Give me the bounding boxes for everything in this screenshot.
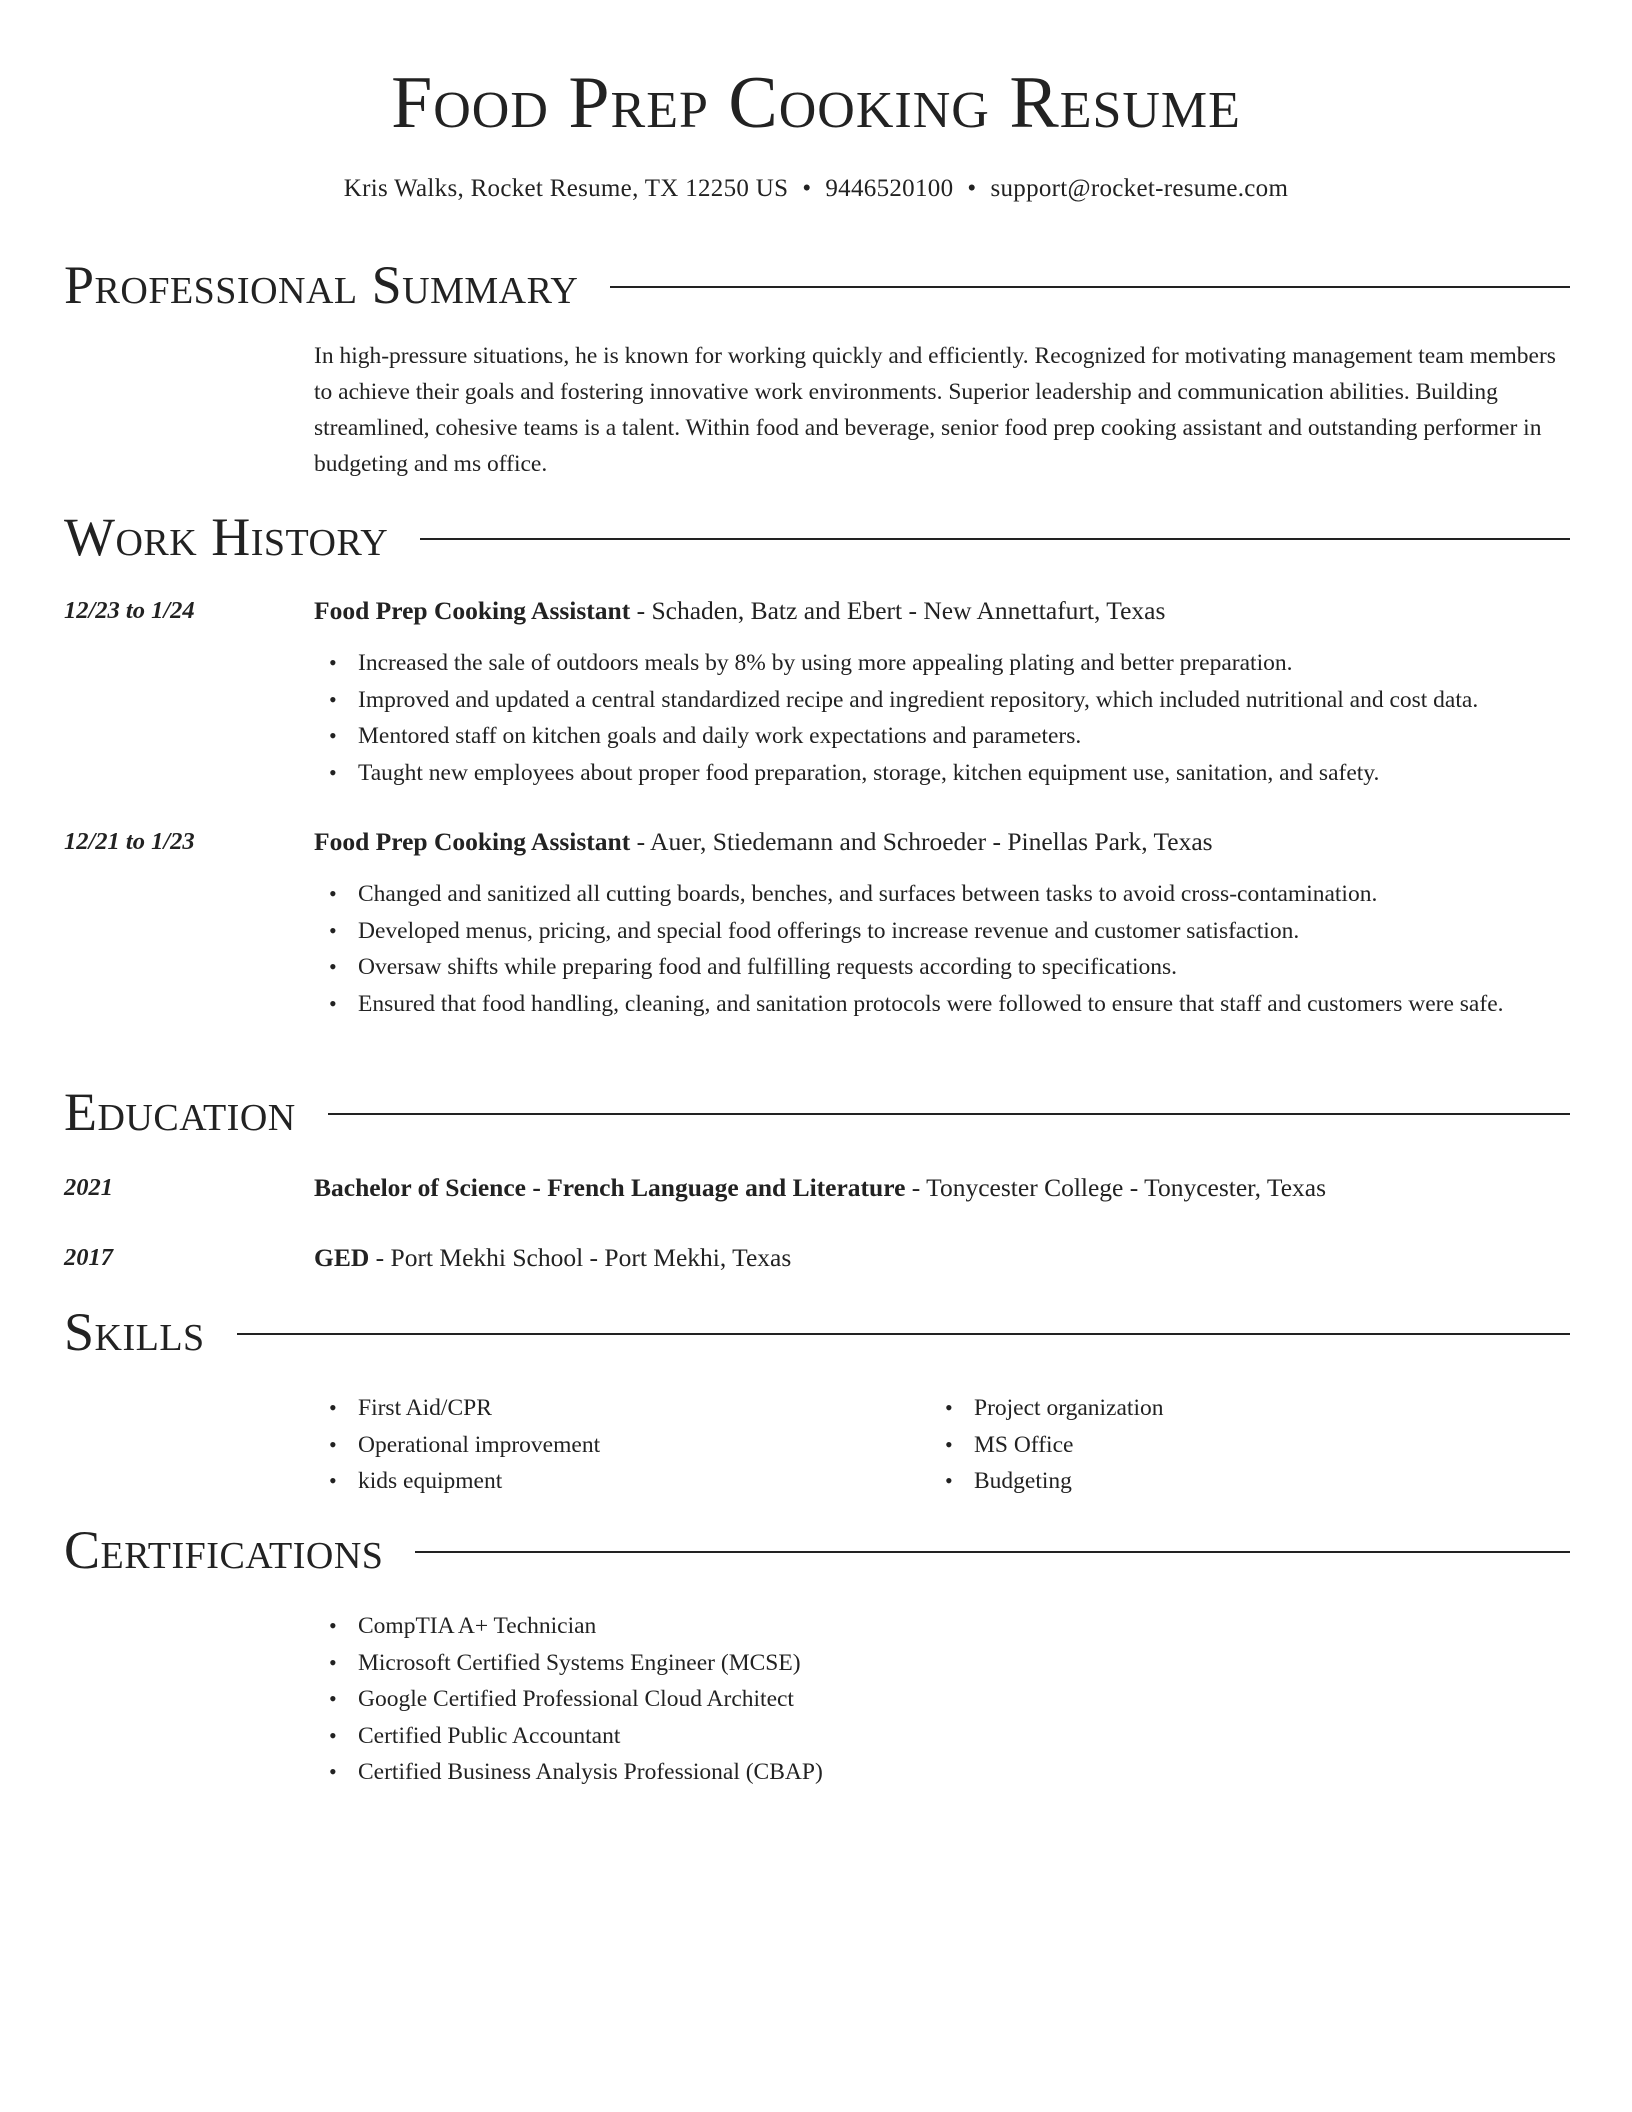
skills-list-left bbox=[314, 1390, 914, 1500]
section-divider bbox=[237, 1333, 1570, 1335]
job-bullet: • Taught new employees about proper food preparation, storage, kitchen equipment use, sanitation, and safety. bbox=[314, 755, 1570, 792]
job-role: Food Prep Cooking Assistant bbox=[314, 827, 631, 856]
certifications-section-header bbox=[64, 1519, 1570, 1581]
skill-item: • MS Office bbox=[930, 1427, 1530, 1464]
job-dates: 12/21 to 1/23 bbox=[64, 828, 195, 855]
section-divider bbox=[415, 1551, 1570, 1553]
job-bullet: • Improved and updated a central standardized recipe and ingredient repository, which included nutritional and cost data. bbox=[314, 682, 1570, 719]
education-degree: Bachelor of Science - French Language and Literature bbox=[314, 1173, 906, 1202]
education-title-line bbox=[314, 1170, 1570, 1206]
certification-item: • Certified Business Analysis Professional (CBAP) bbox=[314, 1754, 1570, 1791]
job-bullet: • Changed and sanitized all cutting boards, benches, and surfaces between tasks to avoid cross-contamination. bbox=[314, 876, 1570, 913]
certifications-heading: Certifications bbox=[64, 1520, 384, 1580]
certification-item: • Google Certified Professional Cloud Architect bbox=[314, 1681, 1570, 1718]
contact-address: Kris Walks, Rocket Resume, TX 12250 US bbox=[343, 175, 789, 202]
certifications-list bbox=[314, 1608, 1570, 1791]
job-bullet-list bbox=[314, 645, 1570, 791]
section-divider bbox=[420, 538, 1570, 540]
skill-item: • kids equipment bbox=[314, 1463, 914, 1500]
skill-item: • Project organization bbox=[930, 1390, 1530, 1427]
job-bullet: • Mentored staff on kitchen goals and daily work expectations and parameters. bbox=[314, 718, 1570, 755]
job-title-line bbox=[314, 824, 1570, 860]
job-dates: 12/23 to 1/24 bbox=[64, 597, 195, 624]
skill-item: • Operational improvement bbox=[314, 1427, 914, 1464]
education-heading: Education bbox=[64, 1082, 296, 1142]
summary-text: In high-pressure situations, he is known for working quickly and efficiently. Recognized for motivating management team members to achieve their goals and fostering innovative work environments. Superior leadership and communication abilities. Building streamlined, cohesive teams is a talent. Within food and beverage, senior food prep cooking assistant and outstanding performer in budgeting and ms office. bbox=[314, 343, 1556, 477]
skills-heading: Skills bbox=[64, 1302, 205, 1362]
job-employer: - Schaden, Batz and Ebert - New Annettafurt, Texas bbox=[630, 596, 1166, 625]
job-bullet: • Ensured that food handling, cleaning, and sanitation protocols were followed to ensure that staff and customers were safe. bbox=[314, 986, 1570, 1023]
education-school: - Tonycester College - Tonycester, Texas bbox=[905, 1173, 1327, 1202]
skills-section-header bbox=[64, 1301, 1570, 1363]
certification-item: • Certified Public Accountant bbox=[314, 1718, 1570, 1755]
summary-section-header bbox=[64, 254, 1570, 316]
contact-email: support@rocket-resume.com bbox=[990, 175, 1289, 202]
education-year: 2021 bbox=[64, 1174, 113, 1201]
education-section-header bbox=[64, 1081, 1570, 1143]
contact-separator: • bbox=[802, 175, 812, 202]
job-employer: - Auer, Stiedemann and Schroeder - Pinellas Park, Texas bbox=[630, 827, 1213, 856]
section-divider bbox=[610, 286, 1570, 288]
job-role: Food Prep Cooking Assistant bbox=[314, 596, 631, 625]
contact-line bbox=[0, 174, 1632, 204]
education-school: - Port Mekhi School - Port Mekhi, Texas bbox=[369, 1243, 792, 1272]
certification-item: • CompTIA A+ Technician bbox=[314, 1608, 1570, 1645]
work-heading: Work History bbox=[64, 507, 389, 567]
section-divider bbox=[328, 1113, 1570, 1115]
skill-item: • Budgeting bbox=[930, 1463, 1530, 1500]
skills-list-right bbox=[930, 1390, 1530, 1500]
work-section-header bbox=[64, 506, 1570, 568]
contact-phone: 9446520100 bbox=[825, 175, 954, 202]
education-title-line bbox=[314, 1240, 1570, 1276]
job-bullet: • Oversaw shifts while preparing food and fulfilling requests according to specifications. bbox=[314, 949, 1570, 986]
skill-item: • First Aid/CPR bbox=[314, 1390, 914, 1427]
job-bullet-list bbox=[314, 876, 1570, 1022]
certification-item: • Microsoft Certified Systems Engineer (MCSE) bbox=[314, 1645, 1570, 1682]
job-bullet: • Developed menus, pricing, and special food offerings to increase revenue and customer satisfaction. bbox=[314, 913, 1570, 950]
education-degree: GED bbox=[314, 1243, 370, 1272]
resume-title: Food Prep Cooking Resume bbox=[391, 62, 1241, 144]
contact-separator: • bbox=[967, 175, 977, 202]
summary-heading: Professional Summary bbox=[64, 255, 579, 315]
job-title-line bbox=[314, 593, 1570, 629]
education-year: 2017 bbox=[64, 1244, 113, 1271]
job-bullet: • Increased the sale of outdoors meals by 8% by using more appealing plating and better preparation. bbox=[314, 645, 1570, 682]
